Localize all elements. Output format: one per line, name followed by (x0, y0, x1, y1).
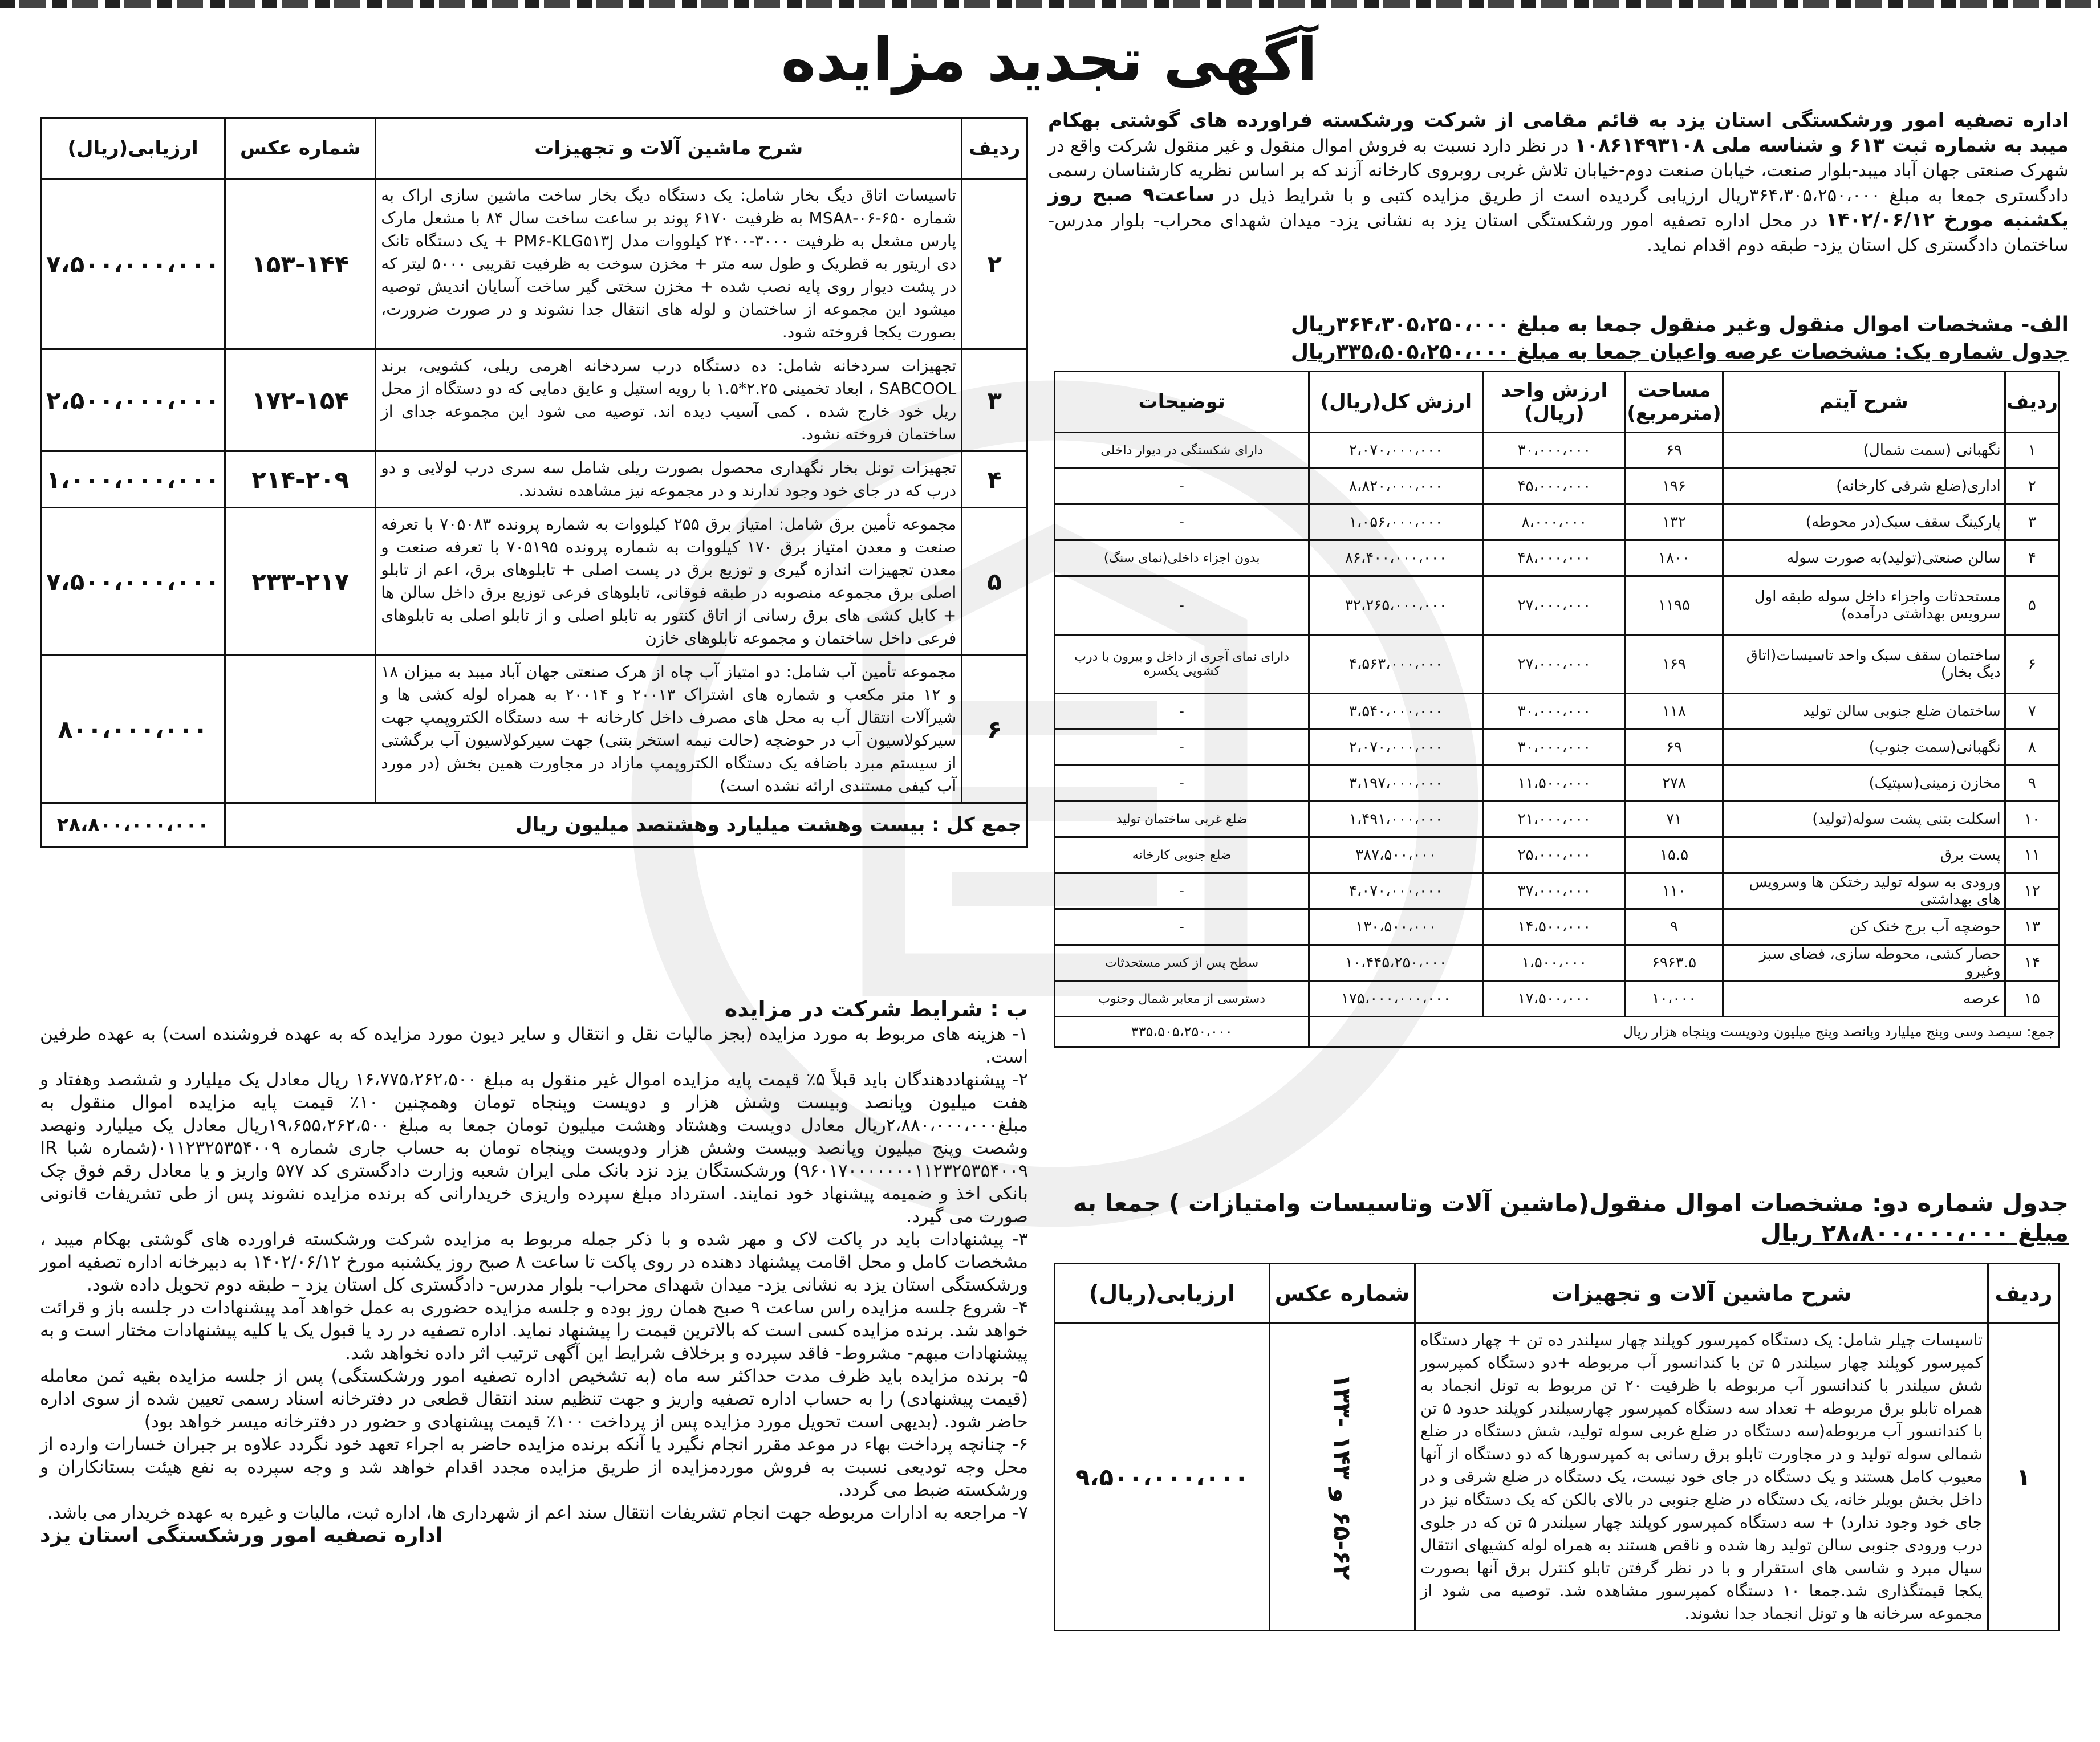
signature: اداره تصفیه امور ورشکستگی استان یزد (40, 1524, 443, 1547)
cell: ۴،۵۶۳،۰۰۰،۰۰۰ (1309, 635, 1483, 694)
cell: ۸،۸۲۰،۰۰۰،۰۰۰ (1309, 469, 1483, 504)
col-photo-header: شماره عکس (225, 118, 376, 179)
table-row (1055, 694, 2060, 730)
cell: ۱۹۶ (1626, 469, 1723, 504)
cell: اسکلت بتنی پشت سوله(تولید) (1723, 801, 2005, 837)
cell: ۶۹۶۳.۵ (1626, 945, 1723, 981)
condition-item: ۷- مراجعه به ادارات مربوطه جهت انجام تشریفات انتقال سند اعم از شهرداری ها، اداره ثبت، مالیات و غیره به عهده خریدار می باشد. (47, 1503, 1028, 1523)
table-row (1055, 576, 2060, 635)
page-title: آگهی تجدید مزایده (781, 25, 1318, 95)
cell: ۳ (962, 349, 1027, 451)
cell: ۴۸،۰۰۰،۰۰۰ (1483, 540, 1626, 576)
cell: نگهبانی (سمت شمال) (1723, 433, 2005, 469)
cell: دارای نمای آجری از داخل و بیرون با درب کشویی یکسره (1055, 635, 1309, 694)
condition-item: ۵- برنده مزایده باید ظرف مدت حداکثر سه ماه (به تشخیص اداره تصفیه امور ورشکستگی) پس از جلسه مزایده بقیه ثمن معامله (قیمت پیشنهادی) را به حساب اداره تصفیه واریز و جهت تنظیم سند انتقال قطعی در دفترخانه اسناد رسمی تعیین شده از سوی اداره حاضر شود. (بدیهی است تحویل مورد مزایده پس از پرداخت ۱۰۰٪ قیمت پیشنهادی و حضور در دفترخانه میسر خواهد بود) (40, 1366, 1028, 1432)
condition-item: ۲- پیشنهاددهندگان باید قبلاً ۵٪ قیمت پایه مزایده اموال غیر منقول به مبلغ ۱۶،۷۷۵،۲۶۲،۵۰۰ ریال معادل یک میلیارد و ششصد وهفتاد و هفت میلیون وپانصد وبیست وشش هزار و دویست وپنجاه تومان وهمچنین ۱۰٪ قیمت پایه مزایده اموال منقول به مبلغ۲،۸۸۰،۰۰۰،۰۰۰ریال معادل دویست وهشتاد وهشت میلیون تومان جمعا به مبلغ ۱۹،۶۵۵،۲۶۲،۵۰۰ریال معادل یک میلیارد ونهصد وشصت وپنج میلیون وپانصد وبیست وشش هزار ودویست وپنجاه تومان به حساب جاری شماره ۰۱۱۲۳۲۵۳۵۴۰۰۹(شماره شبا IR ۹۶۰۱۷۰۰۰۰۰۰۰۱۱۲۳۲۵۳۵۴۰۰۹) ورشکستگان یزد نزد بانک ملی ایران شعبه وزارت دادگستری کد ۵۷۷ واریز و یا معادل رقم فوق چک بانکی اخذ و ضمیمه پیشنهاد خود نمایند. استرداد مبلغ سپرده واریزی خریدارانی که برنده مزایده نشوند پس از طی تشریفات قانونی صورت می گیرد. (40, 1069, 1029, 1227)
cell: ۱،۵۰۰،۰۰۰ (1483, 945, 1626, 981)
cell: اداری(ضلع شرقی کارخانه) (1723, 469, 2005, 504)
cell: مستحدثات واجزاء داخل سوله طبقه اول سرویس بهداشتی درآمده) (1723, 576, 2005, 635)
cell: ۲۵،۰۰۰،۰۰۰ (1483, 837, 1626, 873)
cell: ۷ (2005, 694, 2059, 730)
table-row (1055, 909, 2060, 945)
cell: ۱۷،۵۰۰،۰۰۰ (1483, 981, 1626, 1017)
sum-value: ۳۳۵،۵۰۵،۲۵۰،۰۰۰ (1055, 1017, 1309, 1047)
cell: ۲ (962, 179, 1027, 349)
intro-line-1: اداره تصفیه امور ورشکستگی استان یزد به قائم مقامی از شرکت ورشکسته فراورده های گوشتی بهکام میبد به شماره ثبت ۶۱۳ و شناسه ملی ۱۰۸۶۱۴۹۳۱۰۸ (1048, 109, 2069, 157)
cell: ۳۰،۰۰۰،۰۰۰ (1483, 694, 1626, 730)
intro-line-3: ساعت۹ صبح روز یکشنبه مورخ ۱۴۰۲/۰۶/۱۲ (1048, 184, 2069, 231)
cell: ۱۱ (2005, 837, 2059, 873)
cell: ورودی به سوله تولید رختکن ها وسرویس های بهداشتی (1723, 873, 2005, 909)
table-row (1055, 1324, 2060, 1631)
cell: ۳،۵۴۰،۰۰۰،۰۰۰ (1309, 694, 1483, 730)
intro-paragraph (1048, 108, 2069, 258)
cell: ۱۰،۰۰۰ (1626, 981, 1723, 1017)
cell: ۹،۵۰۰،۰۰۰،۰۰۰ (1055, 1324, 1270, 1631)
cell: مخازن زمینی(سپتیک) (1723, 766, 2005, 801)
cell: - (1055, 766, 1309, 801)
col-total-header: ارزش کل(ریال) (1309, 372, 1483, 433)
cell: دارای شکستگی در دیوار داخلی (1055, 433, 1309, 469)
cell: ۱۴ (2005, 945, 2059, 981)
cell: ۹ (2005, 766, 2059, 801)
table-row (1055, 801, 2060, 837)
table-row (41, 508, 1027, 656)
cell: ۱،۰۰۰،۰۰۰،۰۰۰ (41, 451, 225, 508)
cell: ۴ (2005, 540, 2059, 576)
cell: ۲۳۳-۲۱۷ (225, 508, 376, 656)
cell: سطح پس از کسر مستحدثات (1055, 945, 1309, 981)
movables-table-1 (1054, 1263, 2060, 1631)
cell: ۱ (2005, 433, 2059, 469)
col-unit-price-header: ارزش واحد (ریال) (1483, 372, 1626, 433)
sum-label: جمع: سیصد وسی وپنج میلیارد وپانصد وپنج میلیون ودویست وپنجاه هزار ریال (1309, 1017, 2060, 1047)
cell: - (1055, 873, 1309, 909)
cell: ۲،۰۷۰،۰۰۰،۰۰۰ (1309, 730, 1483, 766)
col-value-header: ارزیابی(ریال) (41, 118, 225, 179)
cell: ۶۵-۶۲ و ۱۴۳ -۱۳۳ (1270, 1324, 1415, 1631)
table-row (1055, 504, 2060, 540)
cell: ۲۱،۰۰۰،۰۰۰ (1483, 801, 1626, 837)
top-cropped-text-strip (0, 0, 2100, 8)
cell: ۳۷،۰۰۰،۰۰۰ (1483, 873, 1626, 909)
table-header-row (1055, 1264, 2060, 1324)
cell: مجموعه تأمین برق شامل: امتیاز برق ۲۵۵ کیلووات به شماره پرونده ۷۰۵۰۸۳ با تعرفه صنعت و معدن امتیاز برق ۱۷۰ کیلووات به شماره پرونده ۷۰۵۱۹۵ با تعرفه صنعت و معدن تجهیزات اندازه گیری و توزیع برق در پست اصلی + تابلوهای برق، اعم از تابلو اصلی برق مجموعه منصوبه در طبقه فوقانی، تابلوهای فرعی توزیع برق داخل سالن ها + کابل کشی های برق رسانی از اتاق کنتور به تابلو اصلی و از تابلو اصلی به تابلوهای فرعی داخل ساختمان و مجموعه تابلوهای خازن (376, 508, 962, 656)
cell: ۲۷،۰۰۰،۰۰۰ (1483, 576, 1626, 635)
cell: تجهیزات تونل بخار نگهداری محصول بصورت ریلی شامل سه سری درب لولایی و دو درب که در جای خود وجود ندارند و در مجموعه نیز مشاهده نشدند. (376, 451, 962, 508)
cell: ۲،۵۰۰،۰۰۰،۰۰۰ (41, 349, 225, 451)
table-sum-row (1055, 1017, 2060, 1047)
table-row (41, 451, 1027, 508)
col-row-header: ردیف (2005, 372, 2059, 433)
cell: ۱۴،۵۰۰،۰۰۰ (1483, 909, 1626, 945)
conditions-section (40, 998, 1028, 1547)
cell: ۴ (962, 451, 1027, 508)
col-area-header: مساحت (مترمربع) (1626, 372, 1723, 433)
cell: ۶۹ (1626, 433, 1723, 469)
section-a (1048, 311, 2069, 366)
table2-caption-line1: جدول شماره دو: مشخصات اموال منقول(ماشین آلات وتاسیسات وامتیازات ) جمعا به (1073, 1189, 2069, 1217)
cell: - (1055, 576, 1309, 635)
cell: پارکینگ سقف سبک(در محوطه) (1723, 504, 2005, 540)
cell: ۱۵.۵ (1626, 837, 1723, 873)
table-total-row (41, 803, 1027, 847)
cell: ۳،۱۹۷،۰۰۰،۰۰۰ (1309, 766, 1483, 801)
cell: ۴،۰۷۰،۰۰۰،۰۰۰ (1309, 873, 1483, 909)
cell: ۱۸۰۰ (1626, 540, 1723, 576)
cell (225, 656, 376, 803)
condition-item: ۴- شروع جلسه مزایده راس ساعت ۹ صبح همان روز بوده و جلسه مزایده حضوری به عمل خواهد آمد پیشنهادات در جلسه باز و قرائت خواهد شد. برنده مزایده کسی است که بالاترین قیمت را پیشنهاد نماید. اداره تصفیه در رد یا قبول یک یا کلیه پیشنهادات مختار است و به پیشنهادات مبهم- مشروط- فاقد سپرده و برخلاف شرایط این آگهی ترتیب اثر داده نخواهد شد. (40, 1297, 1028, 1364)
cell: ۱۱۸ (1626, 694, 1723, 730)
intro-line-2: در نظر دارد نسبت به فروش اموال منقول و غیر منقول شرکت واقع در شهرک صنعتی جهان آباد میبد-بلوار صنعت، خیابان صنعت دوم-خیابان تلاش غربی روبروی کارخانه آزند که بر اساس نظریه کارشناسان رسمی دادگستری جمعا به مبلغ ۳۶۴،۳۰۵،۲۵۰،۰۰۰ریال ارزیابی گردیده است از طریق مزایده کتبی و با شرایط ذیل در (1048, 136, 2069, 206)
total-label: جمع کل : بیست وهشت میلیارد وهشتصد میلیون ریال (225, 803, 1027, 847)
cell: ۲۷۸ (1626, 766, 1723, 801)
cell: ۱۱۹۵ (1626, 576, 1723, 635)
cell: - (1055, 694, 1309, 730)
cell: ۸۰۰،۰۰۰،۰۰۰ (41, 656, 225, 803)
condition-item: ۶- چنانچه پرداخت بهاء در موعد مقرر انجام نگیرد یا آنکه برنده مزایده حاضر به اجراء تعهد خود نگردد علاوه بر جبران خسارات وارده از محل وجه تودیعی نسبت به فروش موردمزایده از طریق مزایده مجدد اقدام خواهد شد و وجه سپرده به نفع هیئت بستانکاران و ورشکسته ضبط می گردد. (40, 1434, 1028, 1500)
intro-line-4: در محل اداره تصفیه امور ورشکستگی استان یزد به نشانی یزد- میدان شهدای محراب- بلوار مدرس- ساختمان دادگستری کل استان یزد- طبقه دوم اقدام نماید. (1048, 210, 2069, 255)
table-row (1055, 469, 2060, 504)
cell: ۲،۰۷۰،۰۰۰،۰۰۰ (1309, 433, 1483, 469)
cell: ۸،۰۰۰،۰۰۰ (1483, 504, 1626, 540)
cell: ضلع جنوبی کارخانه (1055, 837, 1309, 873)
cell: ۲۷،۰۰۰،۰۰۰ (1483, 635, 1626, 694)
cell: حوضچه آب برج خنک کن (1723, 909, 2005, 945)
cell: مجموعه تأمین آب شامل: دو امتیاز آب چاه از هرک صنعتی جهان آباد میبد به میزان ۱۸ و ۱۲ متر مکعب و شماره های اشتراک ۲۰۰۱۳ و ۲۰۰۱۴ به همراه لوله کشی ها و شیرآلات انتقال آب به محل های مصرف داخل کارخانه + سه دستگاه الکتروپمپ جهت سیرکولاسیون آب در حوضچه (حالت نیمه استخر بتنی) جهت سیرکولاسیون آب برگشتی از سیستم مبرد باضافه یک دستگاه الکتروپمپ مازاد در مجاورت همین بخش (در مورد آب کیفی مستندی ارائه نشده است) (376, 656, 962, 803)
col-desc-header: شرح ماشین آلات و تجهیزات (1415, 1264, 1988, 1324)
cell: ۶ (2005, 635, 2059, 694)
cell: ۱۱،۵۰۰،۰۰۰ (1483, 766, 1626, 801)
table2-caption-line2: مبلغ ۲۸،۸۰۰،۰۰۰،۰۰۰ ریال (1760, 1219, 2069, 1247)
cell: پست برق (1723, 837, 2005, 873)
table-row (1055, 635, 2060, 694)
cell: ساختمان ضلع جنوبی سالن تولید (1723, 694, 2005, 730)
cell: سالن صنعتی(تولید)به صورت سوله (1723, 540, 2005, 576)
cell: حصار کشی، محوطه سازی، فضای سبز وغیرو (1723, 945, 2005, 981)
table2-caption (1048, 1189, 2069, 1248)
cell: - (1055, 909, 1309, 945)
table-row (1055, 433, 2060, 469)
table1-caption: جدول شماره یک: مشخصات عرصه واعیان جمعا به مبلغ ۳۳۵،۵۰۵،۲۵۰،۰۰۰ریال (1290, 340, 2069, 364)
table-row (1055, 981, 2060, 1017)
cell: ۱۰،۴۴۵،۲۵۰،۰۰۰ (1309, 945, 1483, 981)
cell: ۱،۴۹۱،۰۰۰،۰۰۰ (1309, 801, 1483, 837)
table-row (41, 349, 1027, 451)
col-item-header: شرح آیتم (1723, 372, 2005, 433)
cell: بدون اجزاء داخلی(نمای سنگ) (1055, 540, 1309, 576)
table-row (1055, 945, 2060, 981)
cell: ۱۳۲ (1626, 504, 1723, 540)
cell: ۱۵ (2005, 981, 2059, 1017)
cell: ۱۲ (2005, 873, 2059, 909)
section-a-heading: الف- مشخصات اموال منقول وغیر منقول جمعا به مبلغ ۳۶۴،۳۰۵،۲۵۰،۰۰۰ریال (1291, 313, 2069, 336)
cell: - (1055, 504, 1309, 540)
table-row (1055, 873, 2060, 909)
col-photo-header: شماره عکس (1270, 1264, 1415, 1324)
cell: ۳ (2005, 504, 2059, 540)
cell: ۳۰،۰۰۰،۰۰۰ (1483, 433, 1626, 469)
cell: ۵ (2005, 576, 2059, 635)
cell: ۷،۵۰۰،۰۰۰،۰۰۰ (41, 179, 225, 349)
cell: تجهیزات سردخانه شامل: ده دستگاه درب سردخانه اهرمی ریلی، کشویی، برند SABCOOL ، ابعاد تخمینی ۲.۲۵*۱.۵ با رویه استیل و عایق دمایی که دو دستگاه از محل ریل خود خارج شده . کمی آسیب دیده اند. توصیه می شود این مجموعه جدای از ساختمان فروخته نشود. (376, 349, 962, 451)
cell: ۸ (2005, 730, 2059, 766)
cell: ۹ (1626, 909, 1723, 945)
real-estate-table (1054, 371, 2060, 1048)
cell: ۴۵،۰۰۰،۰۰۰ (1483, 469, 1626, 504)
cell: ۵ (962, 508, 1027, 656)
cell: ۱ (1988, 1324, 2060, 1631)
cell: ۲ (2005, 469, 2059, 504)
cell: ۱،۰۵۶،۰۰۰،۰۰۰ (1309, 504, 1483, 540)
conditions-heading: ب : شرایط شرکت در مزایده (724, 996, 1028, 1021)
cell: ۱۷۲-۱۵۴ (225, 349, 376, 451)
table-row (1055, 837, 2060, 873)
cell: ۱۱۰ (1626, 873, 1723, 909)
condition-item: ۳- پیشنهادات باید در پاکت لاک و مهر شده و با ذکر جمله مربوط به مزایده شرکت ورشکسته فراورده های گوشتی بهکام میبد ، مشخصات کامل و محل اقامت پیشنهاد دهنده در روی پاکت تا ساعت ۸ صبح روز یکشنبه مورخ ۱۴۰۲/۰۶/۱۲ به دبیرخانه اداره تصفیه امور ورشکستگی استان یزد به نشانی یزد- میدان شهدای محراب- بلوار مدرس- دادگستری کل استان یزد – طبقه دوم تحویل داده شود. (40, 1229, 1028, 1295)
cell: ۲۱۴-۲۰۹ (225, 451, 376, 508)
cell: ۱۳۰،۵۰۰،۰۰۰ (1309, 909, 1483, 945)
cell: ۷،۵۰۰،۰۰۰،۰۰۰ (41, 508, 225, 656)
table-row (1055, 540, 2060, 576)
cell: ۳۰،۰۰۰،۰۰۰ (1483, 730, 1626, 766)
cell: تاسیسات چیلر شامل: یک دستگاه کمپرسور کوپلند چهار سیلندر ده تن + چهار دستگاه کمپرسور کوپلند چهار سیلندر ۵ تن با کندانسور آب مربوطه +دو دستگاه کمپرسور شش سیلندر با کندانسور آب مربوطه با ظرفیت ۲۰ تن مربوط به تونل انجماد به همراه تابلو برق مربوطه + تعداد سه دستگاه کمپرسور چهارسیلندر کوپلند حدود ۵ تن با کندانسور آب مربوطه(سه دستگاه در ضلع غربی سوله تولید، شش دستگاه در ضلع شمالی سوله تولید و در مجاورت تابلو برق رسانی به کمپرسورها که دو دستگاه از آنها معیوب کامل هستند و یک دستگاه در جای خود نیست، یک دستگاه در ضلع شرقی و در داخل بخش بویلر خانه، یک دستگاه در ضلع جنوبی در بالای بالکن که یک دستگاه نیز در جای خود وجود ندارد) + سه دستگاه کمپرسور کوپلند چهار سیلندر ۵ تن که در جلوی درب ورودی جنوبی سالن تولید رها شده و ناقص هستند به همراه لوله کشیهای انتقال سیال مبرد و شاسی های استقرار و با در نظر گرفتن تابلو کنترل برق آنها بصورت یکجا قیمتگذاری شد.جمعا ۱۰ دستگاه کمپرسور مشاهده شد. توصیه می شود از مجموعه سرخانه ها و تونل انجماد جدا نشوند. (1415, 1324, 1988, 1631)
table-row (1055, 766, 2060, 801)
table-header-row (41, 118, 1027, 179)
total-value: ۲۸،۸۰۰،۰۰۰،۰۰۰ (41, 803, 225, 847)
cell: ۱۷۵،۰۰۰،۰۰۰،۰۰۰ (1309, 981, 1483, 1017)
col-value-header: ارزیابی(ریال) (1055, 1264, 1270, 1324)
cell: نگهبانی(سمت جنوب) (1723, 730, 2005, 766)
cell: - (1055, 730, 1309, 766)
cell: ۶ (962, 656, 1027, 803)
table-row (41, 179, 1027, 349)
cell: ۱۰ (2005, 801, 2059, 837)
cell: تاسیسات اتاق دیگ بخار شامل: یک دستگاه دیگ بخار ساخت ماشین سازی اراک به شماره ۶۵۰-۰۶-MSA۸ به ظرفیت ۶۱۷۰ پوند بر ساعت ساخت سال ۸۴ با مشعل مارک پارس مشعل به ظرفیت ۳۰۰۰-۲۴۰۰ کیلووات مدل PM۶-KLG۵۱۳J + یک دستگاه تانک دی اریتور به قطریک و طول سه متر + مخزن سوخت به ظرفیت تقریبی ۵۰۰۰ لیتر که در پشت دیوار روی پایه نصب شده + مخزن سختی گیر ساخت آسایان اندیش توصیه میشود این مجموعه از ساختمان و لوله های انتقال جدا نشوند و در صورت ضرورت، بصورت یکجا فروخته شود. (376, 179, 962, 349)
cell: ۶۹ (1626, 730, 1723, 766)
table-header-row (1055, 372, 2060, 433)
cell: ۳۲،۲۶۵،۰۰۰،۰۰۰ (1309, 576, 1483, 635)
cell: ۱۳ (2005, 909, 2059, 945)
table-row (41, 656, 1027, 803)
movables-table-2 (40, 117, 1028, 848)
cell: ۳۸۷،۵۰۰،۰۰۰ (1309, 837, 1483, 873)
cell: ۷۱ (1626, 801, 1723, 837)
col-desc-header: شرح ماشین آلات و تجهیزات (376, 118, 962, 179)
cell: ۱۵۳-۱۴۴ (225, 179, 376, 349)
col-row-header: ردیف (1988, 1264, 2060, 1324)
cell: - (1055, 469, 1309, 504)
table-row (1055, 730, 2060, 766)
cell: ۱۶۹ (1626, 635, 1723, 694)
cell: ۸۶،۴۰۰،۰۰۰،۰۰۰ (1309, 540, 1483, 576)
condition-item: ۱- هزینه های مربوط به مورد مزایده (بجز مالیات نقل و انتقال و سایر دیون مورد مزایده که به عهده فروشنده است) به عهده طرفین است. (40, 1024, 1028, 1067)
col-notes-header: توضیحات (1055, 372, 1309, 433)
cell: ضلع غربی ساختمان تولید (1055, 801, 1309, 837)
cell: دسترسی از معابر شمال وجنوب (1055, 981, 1309, 1017)
cell: ساختمان سقف سبک واحد تاسیسات(اتاق دیگ بخار) (1723, 635, 2005, 694)
cell: عرصه (1723, 981, 2005, 1017)
col-row-header: ردیف (962, 118, 1027, 179)
